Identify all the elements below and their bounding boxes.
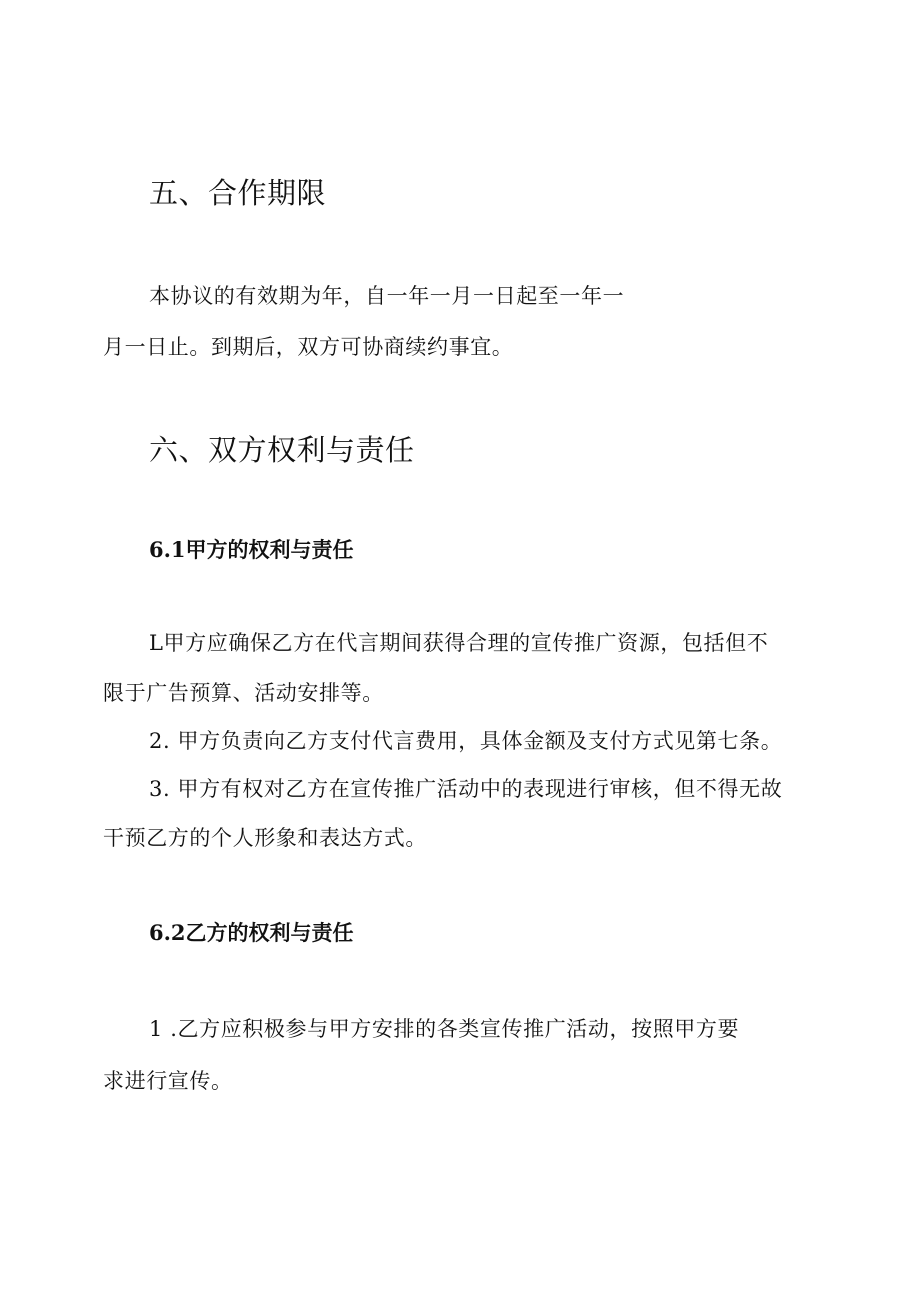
section-5-para-line-2: 月一日止。到期后，双方可协商续约事宜。 bbox=[103, 335, 514, 359]
subsection-6-2-heading: 6.2乙方的权利与责任 bbox=[149, 920, 354, 945]
section-5-heading: 五、合作期限 bbox=[149, 176, 327, 210]
item-6-1-2-line-1: 2. 甲方负责向乙方支付代言费用，具体金额及支付方式见第七条。 bbox=[149, 729, 783, 753]
item-6-2-1-line-2: 求进行宣传。 bbox=[103, 1069, 233, 1093]
subsection-6-1-heading: 6.1甲方的权利与责任 bbox=[149, 537, 354, 562]
item-6-2-1-line-1: 1 .乙方应积极参与甲方安排的各类宣传推广活动，按照甲方要 bbox=[149, 1017, 740, 1041]
item-6-1-3-line-1: 3. 甲方有权对乙方在宣传推广活动中的表现进行审核，但不得无故 bbox=[149, 777, 783, 801]
section-6-heading: 六、双方权利与责任 bbox=[149, 433, 415, 467]
item-6-1-1-line-2: 限于广告预算、活动安排等。 bbox=[103, 681, 384, 705]
item-6-1-1-line-1: L甲方应确保乙方在代言期间获得合理的宣传推广资源，包括但不 bbox=[149, 631, 769, 655]
section-5-para-line-1: 本协议的有效期为年，自一年一月一日起至一年一 bbox=[149, 284, 625, 308]
item-6-1-3-line-2: 干预乙方的个人形象和表达方式。 bbox=[103, 826, 427, 850]
